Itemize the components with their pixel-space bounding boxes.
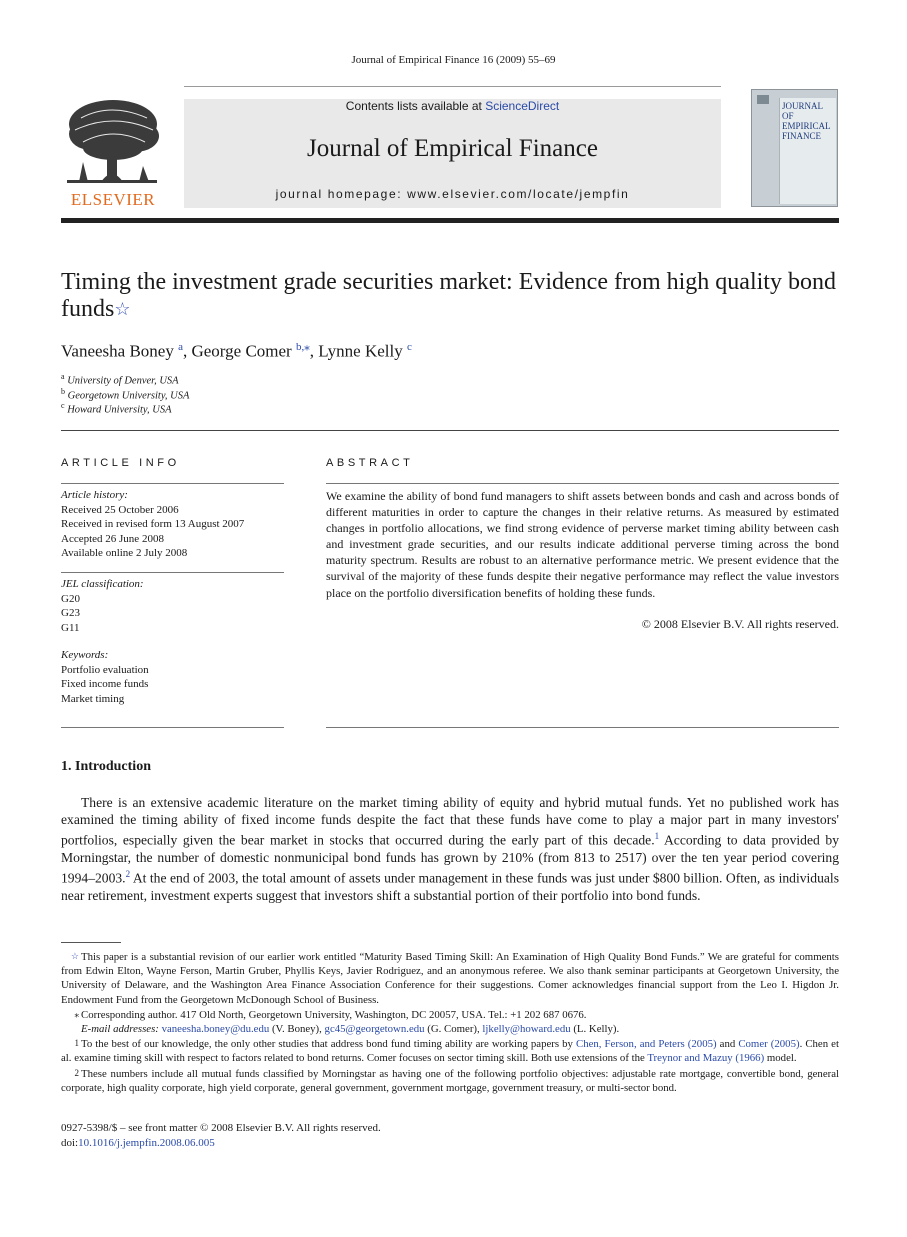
affiliation-text: University of Denver, USA xyxy=(67,375,179,387)
footnote-rule xyxy=(61,942,121,943)
section-heading: 1. Introduction xyxy=(61,759,151,774)
issn-line: 0927-5398/$ – see front matter © 2008 Elsevier B.V. All rights reserved. xyxy=(61,1122,381,1134)
info-divider xyxy=(61,483,284,484)
abstract-divider xyxy=(326,727,839,728)
front-matter xyxy=(61,1121,381,1151)
jel-classification xyxy=(61,577,284,635)
journal-homepage-link[interactable]: journal homepage: www.elsevier.com/locate/jempfin xyxy=(275,187,630,201)
author-affiliation-marker[interactable]: b,⁎ xyxy=(295,341,310,353)
citation-link[interactable]: Chen, Ferson, and Peters (2005) xyxy=(576,1038,717,1051)
footnote-corresponding xyxy=(61,1007,839,1022)
author-name: Lynne Kelly xyxy=(318,341,403,361)
keyword: Market timing xyxy=(61,692,125,705)
journal-masthead xyxy=(184,99,721,208)
intro-text: At the end of 2003, the total amount of assets under management in these funds was just under $800 billion. Often, as individuals near retirement, investment experts suggest that investors shift a substantial portion of their portfolio into bond funds. xyxy=(61,870,839,904)
affiliation-text: Howard University, USA xyxy=(67,404,172,416)
author-name: Vaneesha Boney xyxy=(61,341,174,361)
affiliation xyxy=(61,372,179,387)
jel-code: G23 xyxy=(61,607,80,619)
keywords xyxy=(61,648,284,706)
email-owner: (G. Comer), xyxy=(424,1023,483,1036)
author-list: Vaneesha Boney $^a$, George Comer $^{b,⁎}$, Lynne Kelly $^c$ xyxy=(61,341,412,361)
abstract-text: We examine the ability of bond fund managers to shift assets between bonds and cash and across bonds of different maturities in order to capture the changes in their relative returns. As measured by estimated changes in portfolio allocations, we find strong evidence of perverse market timing ability between cash and investment grade securities, and our results indicate additional perverse timing across the bond maturity spectrum. Results are robust to an alternative performance metric. We present evidence that the survival of the majority of these funds despite their negative performance may reflect the value investors place on the portfolio diversification benefits of holding these funds. xyxy=(326,489,839,600)
jel-code: G11 xyxy=(61,621,80,634)
footnote-text: and xyxy=(716,1038,739,1051)
info-divider xyxy=(61,572,284,573)
footnote-text: model. xyxy=(764,1052,797,1065)
elsevier-wordmark: ELSEVIER xyxy=(70,190,156,209)
footnote-text: Corresponding author. 417 Old North, Georgetown University, Washington, DC 20057, USA. Tel.: +1 202 687 0676. xyxy=(81,1008,587,1021)
keywords-label: Keywords: xyxy=(61,649,109,661)
author-affiliation-marker[interactable]: a xyxy=(178,341,183,353)
history-item: Available online 2 July 2008 xyxy=(61,547,188,559)
footnote-text: To the best of our knowledge, the only other studies that address bond fund timing ability are working papers by xyxy=(81,1038,576,1051)
footnote-marker: ⁎ xyxy=(74,1008,79,1019)
article-title-text: Timing the investment grade securities market: Evidence from high quality bond funds xyxy=(61,269,836,322)
doi-line xyxy=(61,1136,381,1151)
abstract-divider xyxy=(326,483,839,484)
footnote-star xyxy=(61,949,839,1007)
email-link[interactable]: vaneesha.boney@du.edu xyxy=(161,1023,270,1036)
citation-link[interactable]: Comer (2005) xyxy=(738,1038,800,1051)
affiliation-marker: b xyxy=(61,387,65,396)
affiliation-text: Georgetown University, USA xyxy=(67,390,190,402)
footnote-2 xyxy=(61,1066,839,1095)
history-item: Received 25 October 2006 xyxy=(61,503,179,516)
footnote-marker: ☆ xyxy=(70,951,79,961)
keyword: Portfolio evaluation xyxy=(61,663,149,676)
email-label: E-mail addresses: xyxy=(81,1023,159,1036)
elsevier-logo[interactable] xyxy=(61,96,165,209)
affiliation xyxy=(61,387,189,402)
history-item: Received in revised form 13 August 2007 xyxy=(61,518,245,530)
intro-paragraph xyxy=(61,794,839,904)
article-info-heading: ARTICLE INFO xyxy=(61,457,180,469)
footnote-marker: 2 xyxy=(74,1067,79,1078)
journal-title: Journal of Empirical Finance xyxy=(307,135,598,162)
footnote-ref[interactable]: 2 xyxy=(125,869,131,880)
keyword: Fixed income funds xyxy=(61,678,149,690)
footnote-text: These numbers include all mutual funds classified by Morningstar as having one of the following portfolio objectives: adjustable rate mortgage, convertible bond, general corporate, high quality corporate, high yield corporate, general government, government mortgage, government treasury, or multi-sector bond. xyxy=(61,1067,839,1094)
footnote-1 xyxy=(61,1036,839,1065)
author-affiliation-marker[interactable]: c xyxy=(406,341,412,353)
doi-label: doi: xyxy=(61,1137,79,1149)
footnote-ref[interactable]: 1 xyxy=(654,831,660,842)
email-owner: (V. Boney), xyxy=(269,1023,325,1036)
abstract-copyright: © 2008 Elsevier B.V. All rights reserved. xyxy=(641,617,839,631)
citation-link[interactable]: Treynor and Mazuy (1966) xyxy=(647,1052,765,1065)
header-rule xyxy=(184,86,721,87)
sciencedirect-link[interactable]: ScienceDirect xyxy=(485,99,560,113)
footnotes xyxy=(61,949,839,1095)
author-name: George Comer xyxy=(191,341,292,361)
masthead-rule xyxy=(61,218,839,223)
article-history xyxy=(61,488,284,561)
title-footnote-star[interactable]: ☆ xyxy=(114,299,131,319)
affiliation-marker: c xyxy=(61,401,65,410)
journal-cover-thumbnail[interactable] xyxy=(751,89,838,207)
article-title xyxy=(61,269,841,323)
email-owner: (L. Kelly). xyxy=(570,1023,620,1036)
jel-code: G20 xyxy=(61,592,80,605)
affiliation-marker: a xyxy=(61,372,65,381)
cover-title: JOURNAL OF EMPIRICAL FINANCE xyxy=(782,101,831,141)
history-item: Accepted 26 June 2008 xyxy=(61,532,164,545)
history-label: Article history: xyxy=(61,489,128,501)
abstract-heading: ABSTRACT xyxy=(326,457,414,469)
footnote-text: This paper is a substantial revision of our earlier work entitled “Maturity Based Timing Skill: An Examination of High Quality Bond Funds.” We are grateful for comments from Edwin Elton, Wayne Ferson, Martin Gruber, Phyllis Keys, Javier Rodriguez, and an anonymous referee. We also thank seminar participants at Georgetown University, the University of Delaware, and the Washington Area Finance Association Conference for their suggestions. Comer acknowledges financial support from the Leo I. Higdon Jr. Endowment Fund from the Georgetown McDonough School of Business. xyxy=(61,951,839,1006)
info-divider xyxy=(61,727,284,728)
contents-prefix: Contents lists available at xyxy=(345,99,486,113)
cover-publisher-mark xyxy=(757,95,769,104)
footnote-text: . Chen et al. examine timing skill with respect to factors related to bond returns. Comer focuses on sector timing skill. Both use extensions of the xyxy=(61,1038,839,1065)
section-divider xyxy=(61,430,839,431)
intro-text: According to data provided by Morningstar, the number of domestic nonmunicipal bond funds has grown by 210% (from 813 to 2517) over the ten year period covering 1994–2003. xyxy=(61,832,839,886)
email-link[interactable]: gc45@georgetown.edu xyxy=(324,1023,425,1036)
running-head: Journal of Empirical Finance 16 (2009) 55–69 xyxy=(351,54,556,66)
jel-label: JEL classification: xyxy=(61,578,144,590)
intro-text: There is an extensive academic literature on the market timing ability of equity and hybrid mutual funds. Yet no published work has examined the timing ability of fixed income funds despite the fact that these funds have come to play a major part in many investors' portfolios, especially given the bear market in stocks that occurred during the early part of this decade. xyxy=(61,795,839,848)
affiliation xyxy=(61,401,172,416)
footnote-marker: 1 xyxy=(74,1038,79,1049)
doi-link[interactable]: 10.1016/j.jempfin.2008.06.005 xyxy=(78,1137,215,1149)
footnote-emails xyxy=(61,1022,839,1036)
contents-line xyxy=(184,99,721,113)
email-link[interactable]: ljkelly@howard.edu xyxy=(482,1023,571,1036)
